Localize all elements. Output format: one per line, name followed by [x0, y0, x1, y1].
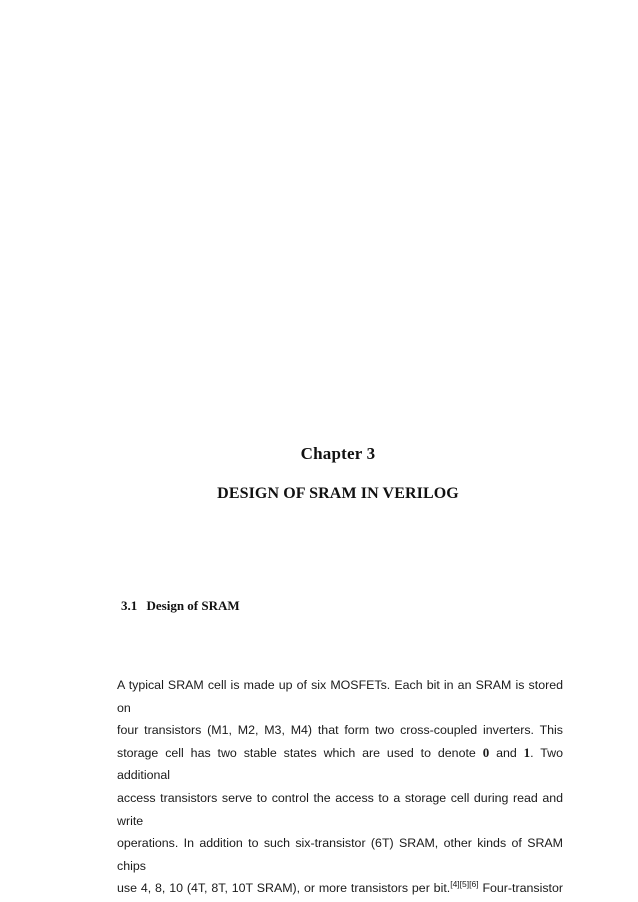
bold-zero: 0: [482, 744, 490, 760]
paragraph-line: four transistors (M1, M2, M3, M4) that form two cross-coupled inverters. This: [117, 723, 563, 738]
paragraph-line: access transistors serve to control the access to a storage cell during read and write: [117, 790, 563, 828]
paragraph-line: storage cell has two stable states which are used to denote 0 and 1. Two additional: [117, 744, 563, 783]
section-title: Design of SRAM: [146, 598, 240, 613]
paragraph-line: use 4, 8, 10 (4T, 8T, 10T SRAM), or more transistors per bit.[4][5][6] Four-transistor: [117, 879, 563, 896]
section-number: 3.1: [121, 598, 138, 613]
section-heading: [121, 598, 240, 614]
chapter-number: Chapter 3: [300, 444, 376, 463]
paragraph-line: operations. In addition to such six-transistor (6T) SRAM, other kinds of SRAM chips: [117, 836, 563, 873]
bold-one: 1: [523, 744, 531, 760]
body-paragraph: [117, 674, 563, 900]
citation-refs[interactable]: [4][5][6]: [450, 879, 479, 890]
paragraph-line: A typical SRAM cell is made up of six MOSFETs. Each bit in an SRAM is stored on: [117, 678, 563, 715]
chapter-title: DESIGN OF SRAM IN VERILOG: [217, 485, 459, 502]
